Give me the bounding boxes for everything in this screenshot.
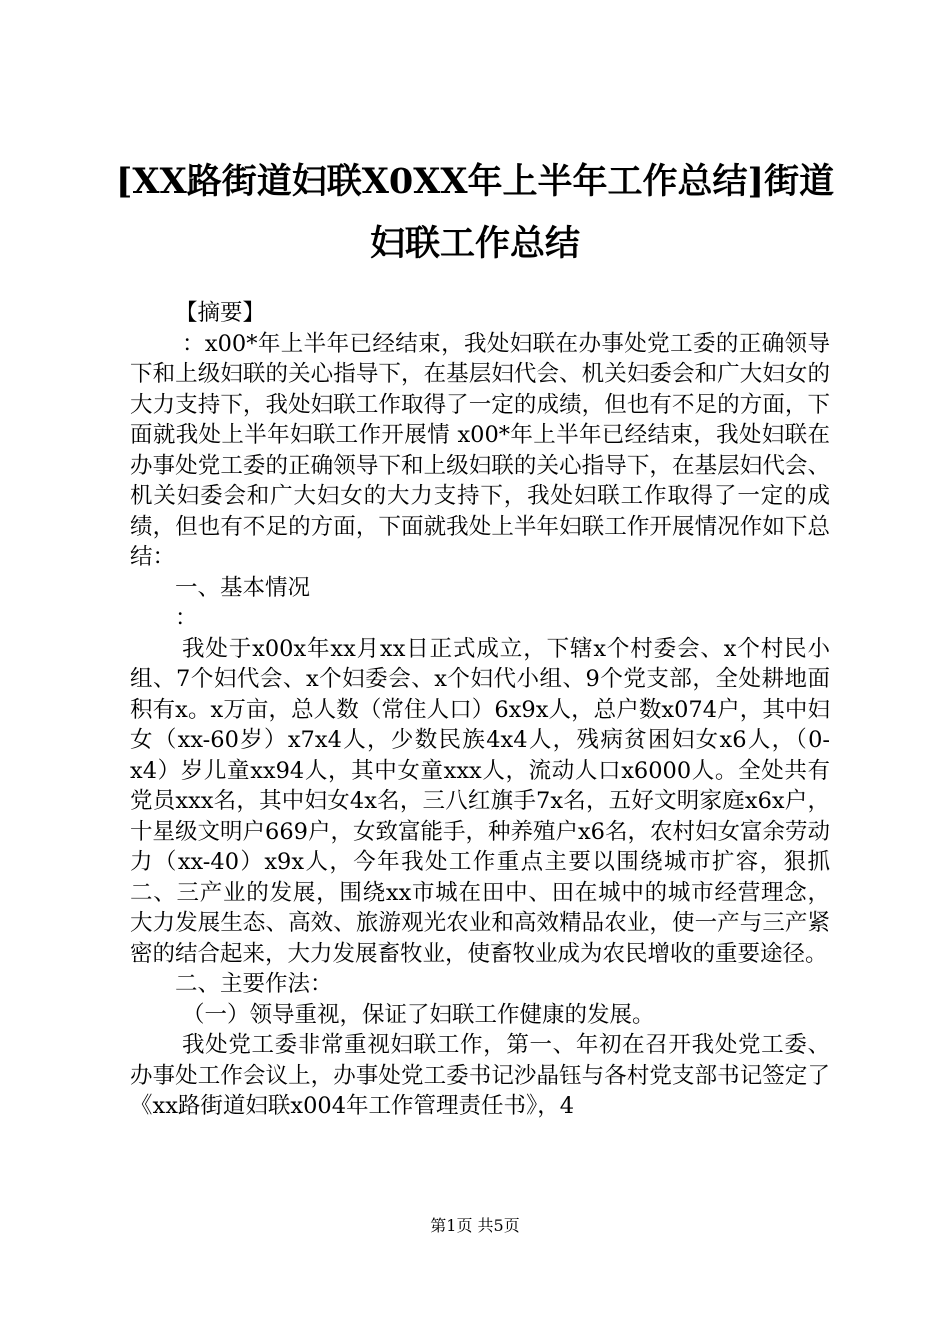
abstract-text: ：x00*年上半年已经结束，我处妇联在办事处党工委的正确领导下和上级妇联的关心指导下，在基层妇代会、机关妇委会和广大妇女的大力支持下，我处妇联工作取得了一定的成绩，但也有不足的方面，下面就我处上半年妇联工作开展情 x00*年上半年已经结束，我处妇联在办事处党工委的正确领导下和上级妇联的关心指导下，在基层妇代会、机关妇委会和广大妇女的大力支持下，我处妇联工作取得了一定的成绩，但也有不足的方面，下面就我处上半年妇联工作开展情况作如下总结： (130, 330, 830, 570)
subsection1-text: 我处党工委非常重视妇联工作，第一、年初在召开我处党工委、办事处工作会议上，办事处党工委书记沙晶钰与各村党支部书记签定了《xx路街道妇联x004年工作管理责任书》，4 (130, 1032, 830, 1119)
abstract-label: 【摘要】 (175, 300, 266, 326)
document-title-line2: 妇联工作总结 (369, 223, 580, 264)
document-body (130, 298, 830, 1122)
section2-heading: 二、主要作法： (175, 971, 333, 997)
section1-heading: 一、基本情况 (175, 574, 311, 601)
document-title-line1: [XX路街道妇联X0XX年上半年工作总结]街道 (115, 161, 835, 202)
page-footer: 第1页 共5页 (430, 1216, 520, 1235)
subsection1-heading: （一）领导重视，保证了妇联工作健康的发展。 (182, 1001, 655, 1028)
section1-colon: ： (175, 605, 198, 631)
section1-text: 我处于x00x年xx月xx日正式成立，下辖x个村委会、x个村民小组、7个妇代会、x个妇委会、x个妇代小组、9个党支部，全处耕地面积有x。x万亩，总人数（常住人口）6x9x人，总户数x074户，其中妇女（xx-60岁）x7x4人，少数民族4x4人，残病贫困妇女x6人，（0-x4）岁儿童xx94人，其中女童xxx人，流动人口x6000人。全处共有党员xxx名，其中妇女4x名，三八红旗手7x名，五好文明家庭x6x户，十星级文明户669户，女致富能手，种养殖户x6名，农村妇女富余劳动力（xx-40）x9x人，今年我处工作重点主要以围绕城市扩容，狠抓二、三产业的发展，围绕xx市城在田中、田在城中的城市经营理念，大力发展生态、高效、旅游观光农业和高效精品农业，使一产与三产紧密的结合起来，大力发展畜牧业，使畜牧业成为农民增收的重要途径。 (130, 635, 830, 967)
